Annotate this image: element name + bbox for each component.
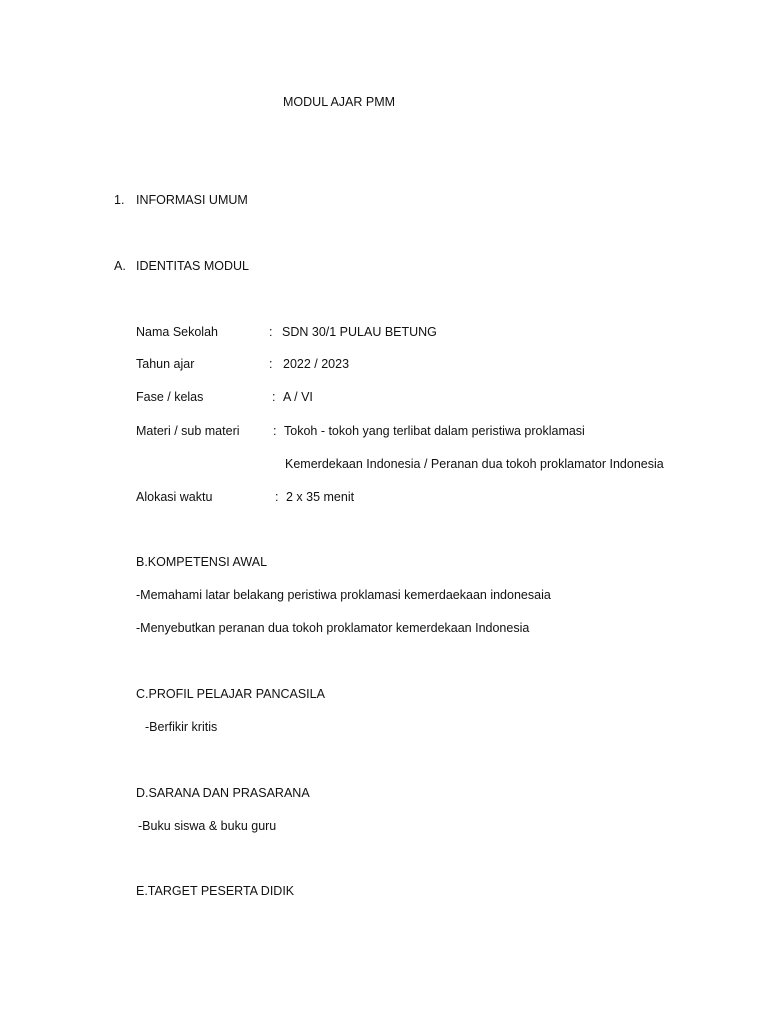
section-d-item: -Buku siswa & buku guru — [138, 819, 277, 833]
material-value-line1: Tokoh - tokoh yang terlibat dalam peristiwa proklamasi — [284, 424, 585, 438]
phase-colon: : — [272, 390, 276, 404]
section-d-heading: D.SARANA DAN PRASARANA — [136, 786, 310, 800]
section-c-item: -Berfikir kritis — [145, 720, 218, 734]
material-colon: : — [273, 424, 277, 438]
section-1-number: 1. — [114, 193, 125, 207]
school-colon: : — [269, 325, 273, 339]
material-label: Materi / sub materi — [136, 424, 240, 438]
material-value-line2: Kemerdekaan Indonesia / Peranan dua tokoh proklamator Indonesia — [285, 457, 664, 471]
section-b-item-2: -Menyebutkan peranan dua tokoh proklamator kemerdekaan Indonesia — [136, 621, 530, 635]
school-value: SDN 30/1 PULAU BETUNG — [282, 325, 437, 339]
time-label: Alokasi waktu — [136, 490, 213, 504]
section-1-heading: INFORMASI UMUM — [136, 193, 248, 207]
section-c-heading: C.PROFIL PELAJAR PANCASILA — [136, 687, 325, 701]
section-e-heading: E.TARGET PESERTA DIDIK — [136, 884, 295, 898]
section-b-heading: B.KOMPETENSI AWAL — [136, 555, 268, 569]
time-value: 2 x 35 menit — [286, 490, 355, 504]
phase-value: A / VI — [283, 390, 313, 404]
phase-label: Fase / kelas — [136, 390, 204, 404]
school-label: Nama Sekolah — [136, 325, 218, 339]
year-value: 2022 / 2023 — [283, 357, 350, 371]
section-a-letter: A. — [114, 259, 126, 273]
section-b-item-1: -Memahami latar belakang peristiwa proklamasi kemerdaekaan indonesaia — [136, 588, 551, 602]
year-label: Tahun ajar — [136, 357, 195, 371]
document-title: MODUL AJAR PMM — [283, 95, 396, 109]
section-a-heading: IDENTITAS MODUL — [136, 259, 249, 273]
year-colon: : — [269, 357, 273, 371]
time-colon: : — [275, 490, 279, 504]
